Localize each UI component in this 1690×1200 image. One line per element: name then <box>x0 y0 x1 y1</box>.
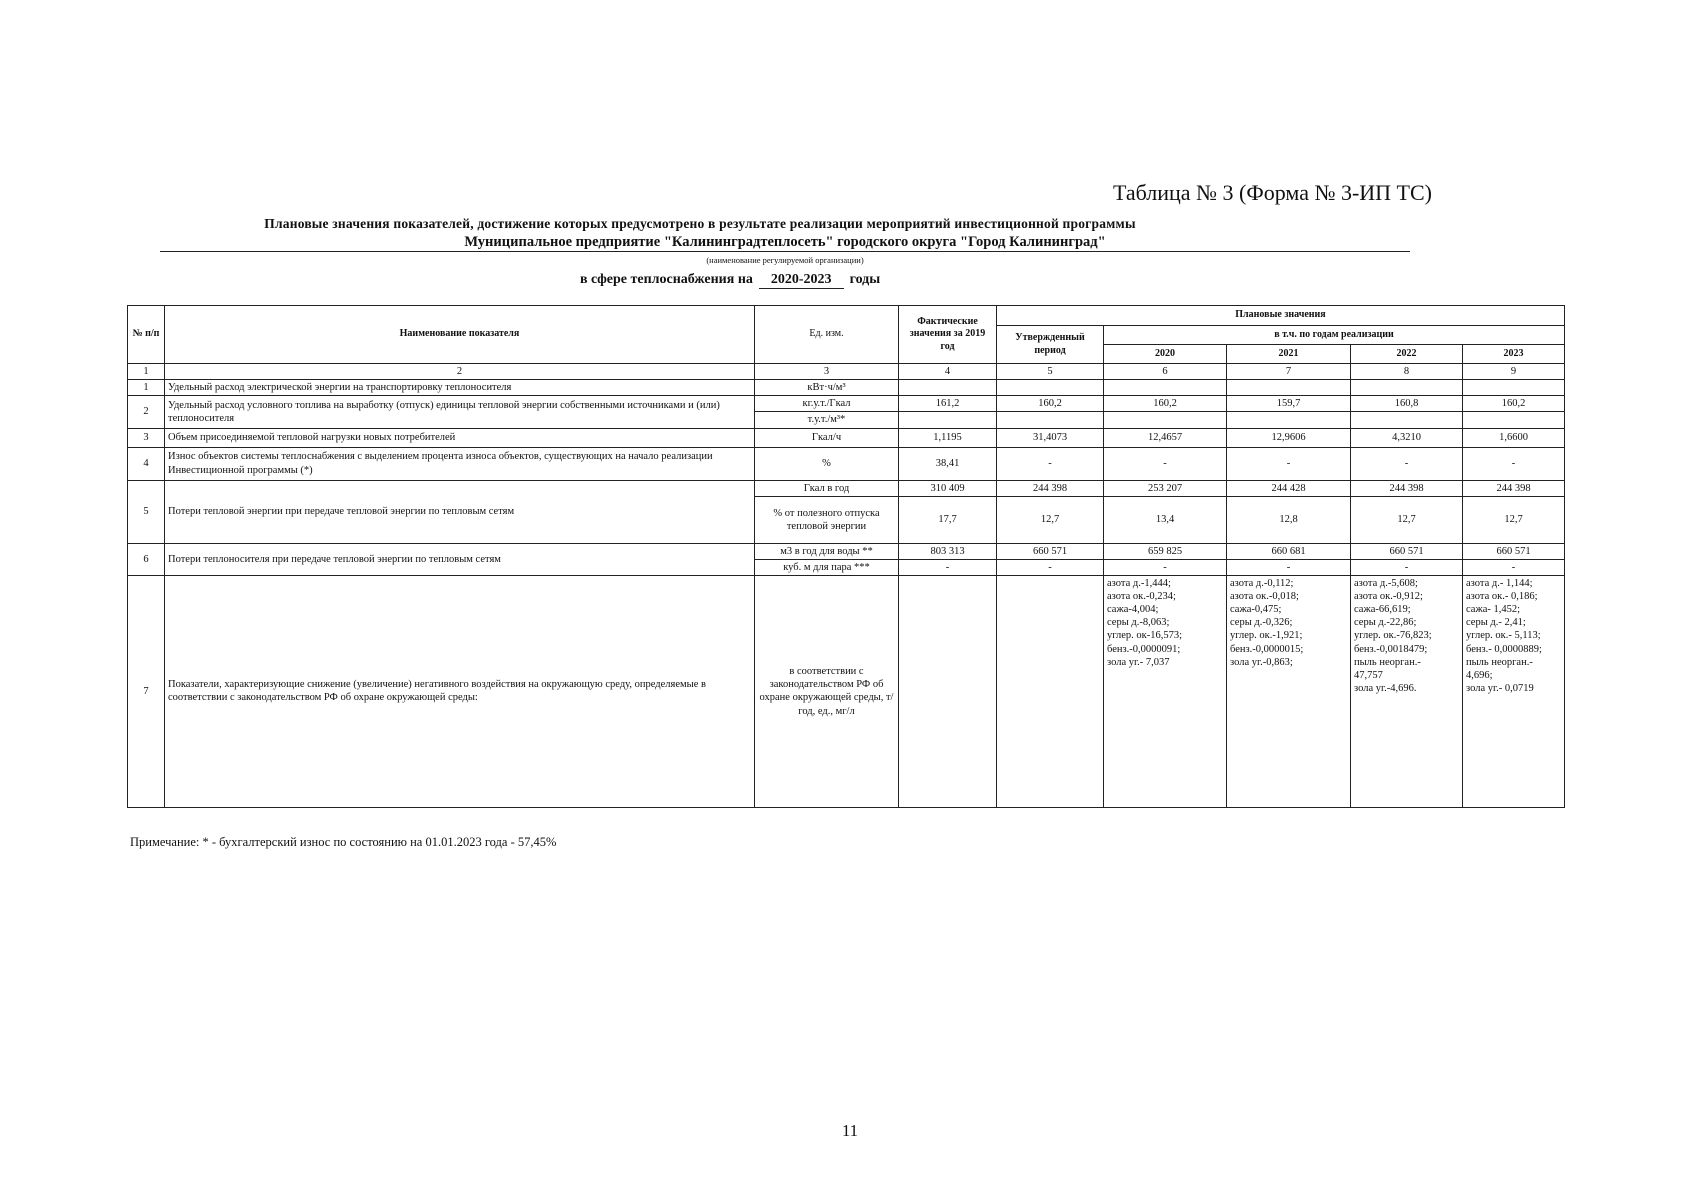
emission-line: углер. ок.-76,823; <box>1354 630 1432 642</box>
value-cell: - <box>997 559 1104 575</box>
column-number: 2 <box>165 364 755 380</box>
header-2022: 2022 <box>1351 345 1463 364</box>
unit-cell: куб. м для пара *** <box>755 559 899 575</box>
emission-line: серы д.-8,063; <box>1107 617 1170 629</box>
indicator-name: Удельный расход условного топлива на выработку (отпуск) единицы тепловой энергии собственными источниками и (или) теплоносителя <box>165 396 755 428</box>
value-cell: 803 313 <box>899 543 997 559</box>
emission-line: бенз.-0,0000015; <box>1230 643 1304 655</box>
value-cell: 253 207 <box>1104 480 1227 496</box>
row-number: 2 <box>128 396 165 428</box>
value-cell: 13,4 <box>1104 496 1227 543</box>
unit-cell: т.у.т./м³* <box>755 412 899 428</box>
indicator-name: Износ объектов системы теплоснабжения с выделением процента износа объектов, существующих на начало реализации Инвестиционной программы (*) <box>165 447 755 480</box>
table-row <box>128 380 1565 396</box>
emission-line: зола уг.-4,696. <box>1354 682 1417 694</box>
value-cell: - <box>1351 559 1463 575</box>
value-cell: 660 571 <box>1351 543 1463 559</box>
header-2021: 2021 <box>1227 345 1351 364</box>
emission-line: азота д.-5,608; <box>1354 577 1418 589</box>
emission-line: углер. ок.-1,921; <box>1230 630 1303 642</box>
emission-line: азота д.- 1,144; <box>1466 577 1533 589</box>
value-cell: 159,7 <box>1227 396 1351 412</box>
value-cell: - <box>1351 447 1463 480</box>
header-by-years: в т.ч. по годам реализации <box>1104 326 1565 345</box>
value-cell: 4,3210 <box>1351 428 1463 447</box>
value-cell: 17,7 <box>899 496 997 543</box>
document-title: Плановые значения показателей, достижение которых предусмотрено в результате реализации мероприятий инвестиционной программы <box>264 216 1136 231</box>
years-range: 2020-2023 <box>759 272 844 289</box>
organization-caption: (наименование регулируемой организации) <box>706 255 864 265</box>
value-cell: 244 428 <box>1227 480 1351 496</box>
unit-cell: м3 в год для воды ** <box>755 543 899 559</box>
value-cell: 12,7 <box>997 496 1104 543</box>
emission-line: зола уг.-0,863; <box>1230 656 1293 668</box>
sphere-suffix: годы <box>849 272 881 287</box>
header-unit: Ед. изм. <box>755 306 899 364</box>
footnote: Примечание: * - бухгалтерский износ по состоянию на 01.01.2023 года - 57,45% <box>130 835 557 849</box>
column-number: 5 <box>997 364 1104 380</box>
emission-line: пыль неорган.- <box>1466 656 1533 668</box>
value-cell: 310 409 <box>899 480 997 496</box>
emission-line: зола уг.- 7,037 <box>1107 656 1170 668</box>
header-approved: Утвержденный период <box>997 326 1104 364</box>
value-cell: - <box>899 559 997 575</box>
emission-line: углер. ок.- 5,113; <box>1466 630 1541 642</box>
value-cell: 244 398 <box>997 480 1104 496</box>
emission-line: сажа- 1,452; <box>1466 604 1521 616</box>
emissions-2023 <box>1463 575 1565 807</box>
header-num: № п/п <box>128 306 165 364</box>
row-number: 1 <box>128 380 165 396</box>
table-row <box>128 480 1565 496</box>
emissions-2021 <box>1227 575 1351 807</box>
value-cell: 161,2 <box>899 396 997 412</box>
value-cell: 659 825 <box>1104 543 1227 559</box>
emission-line: серы д.-0,326; <box>1230 617 1293 629</box>
table-row <box>128 447 1565 480</box>
value-cell: 244 398 <box>1351 480 1463 496</box>
column-number: 7 <box>1227 364 1351 380</box>
value-cell: - <box>1104 559 1227 575</box>
indicator-name: Удельный расход электрической энергии на транспортировку теплоносителя <box>165 380 755 396</box>
unit-cell: Гкал в год <box>755 480 899 496</box>
column-number: 8 <box>1351 364 1463 380</box>
column-number: 1 <box>128 364 165 380</box>
value-cell: 31,4073 <box>997 428 1104 447</box>
value-cell: 660 571 <box>997 543 1104 559</box>
value-cell: - <box>1227 447 1351 480</box>
table-row <box>128 428 1565 447</box>
emission-line: бенз.-0,0018479; <box>1354 643 1428 655</box>
value-cell: 12,4657 <box>1104 428 1227 447</box>
value-cell: 244 398 <box>1463 480 1565 496</box>
emissions-2022 <box>1351 575 1463 807</box>
emission-line: азота ок.-0,018; <box>1230 591 1299 602</box>
row-number: 4 <box>128 447 165 480</box>
value-cell: - <box>1463 559 1565 575</box>
header-planned: Плановые значения <box>997 306 1565 326</box>
column-number: 6 <box>1104 364 1227 380</box>
emission-line: азота ок.-0,234; <box>1107 591 1176 602</box>
emission-line: серы д.-22,86; <box>1354 617 1417 629</box>
emission-line: бенз.-0,0000091; <box>1107 643 1181 655</box>
unit-cell: % <box>755 447 899 480</box>
column-number: 4 <box>899 364 997 380</box>
table-row <box>128 543 1565 559</box>
row-number: 6 <box>128 543 165 575</box>
indicators-table <box>127 305 1565 808</box>
value-cell: 160,2 <box>997 396 1104 412</box>
emissions-2020 <box>1104 575 1227 807</box>
organization-name: Муниципальное предприятие "Калининградтеплосеть" городского округа "Город Калининград" <box>160 234 1410 252</box>
emission-line: зола уг.- 0,0719 <box>1466 682 1534 694</box>
row-number: 7 <box>128 575 165 807</box>
value-cell: 160,2 <box>1463 396 1565 412</box>
value-cell: 660 681 <box>1227 543 1351 559</box>
emission-line: серы д.- 2,41; <box>1466 617 1526 629</box>
value-cell: 12,7 <box>1351 496 1463 543</box>
value-cell: 1,6600 <box>1463 428 1565 447</box>
sphere-prefix: в сфере теплоснабжения на <box>580 272 753 287</box>
form-label: Таблица № 3 (Форма № 3-ИП ТС) <box>1112 180 1432 205</box>
value-cell: 12,8 <box>1227 496 1351 543</box>
value-cell: - <box>1104 447 1227 480</box>
row-number: 3 <box>128 428 165 447</box>
value-cell: 12,9606 <box>1227 428 1351 447</box>
unit-cell: в соответствии с законодательством РФ об охране окружающей среды, т/год, ед., мг/л <box>755 575 899 807</box>
emission-line: 47,757 <box>1354 669 1383 681</box>
row-number: 5 <box>128 480 165 543</box>
table-row <box>128 396 1565 412</box>
indicator-name: Потери тепловой энергии при передаче тепловой энергии по тепловым сетям <box>165 480 755 543</box>
unit-cell: кг.у.т./Гкал <box>755 396 899 412</box>
value-cell: 660 571 <box>1463 543 1565 559</box>
column-numbers-row <box>128 364 1565 380</box>
unit-cell: % от полезного отпуска тепловой энергии <box>755 496 899 543</box>
value-cell: - <box>1463 447 1565 480</box>
value-cell: - <box>1227 559 1351 575</box>
emission-line: сажа-66,619; <box>1354 604 1411 616</box>
value-cell: 12,7 <box>1463 496 1565 543</box>
header-2020: 2020 <box>1104 345 1227 364</box>
emission-line: пыль неорган.- <box>1354 656 1421 668</box>
indicator-name: Потери теплоносителя при передаче тепловой энергии по тепловым сетям <box>165 543 755 575</box>
header-name: Наименование показателя <box>165 306 755 364</box>
table-row <box>128 575 1565 807</box>
indicator-name: Объем присоединяемой тепловой нагрузки новых потребителей <box>165 428 755 447</box>
page-number: 11 <box>841 1121 859 1140</box>
emission-line: азота ок.- 0,186; <box>1466 591 1538 602</box>
value-cell: 160,2 <box>1104 396 1227 412</box>
emission-line: сажа-4,004; <box>1107 604 1159 616</box>
emission-line: азота д.-0,112; <box>1230 577 1294 589</box>
emission-line: азота д.-1,444; <box>1107 577 1171 589</box>
column-number: 9 <box>1463 364 1565 380</box>
emission-line: 4,696; <box>1466 669 1493 681</box>
value-cell: - <box>997 447 1104 480</box>
sphere-line <box>580 272 880 289</box>
column-number: 3 <box>755 364 899 380</box>
unit-cell: кВт·ч/м³ <box>755 380 899 396</box>
header-actual: Фактические значения за 2019 год <box>899 306 997 364</box>
value-cell: 1,1195 <box>899 428 997 447</box>
indicator-name: Показатели, характеризующие снижение (увеличение) негативного воздействия на окружающую среду, определяемые в соответствии с законодательством РФ об охране окружающей среды: <box>165 575 755 807</box>
header-2023: 2023 <box>1463 345 1565 364</box>
unit-cell: Гкал/ч <box>755 428 899 447</box>
value-cell: 38,41 <box>899 447 997 480</box>
emission-line: бенз.- 0,0000889; <box>1466 643 1542 655</box>
emission-line: азота ок.-0,912; <box>1354 591 1423 602</box>
emission-line: сажа-0,475; <box>1230 604 1282 616</box>
emission-line: углер. ок-16,573; <box>1107 630 1183 642</box>
value-cell: 160,8 <box>1351 396 1463 412</box>
